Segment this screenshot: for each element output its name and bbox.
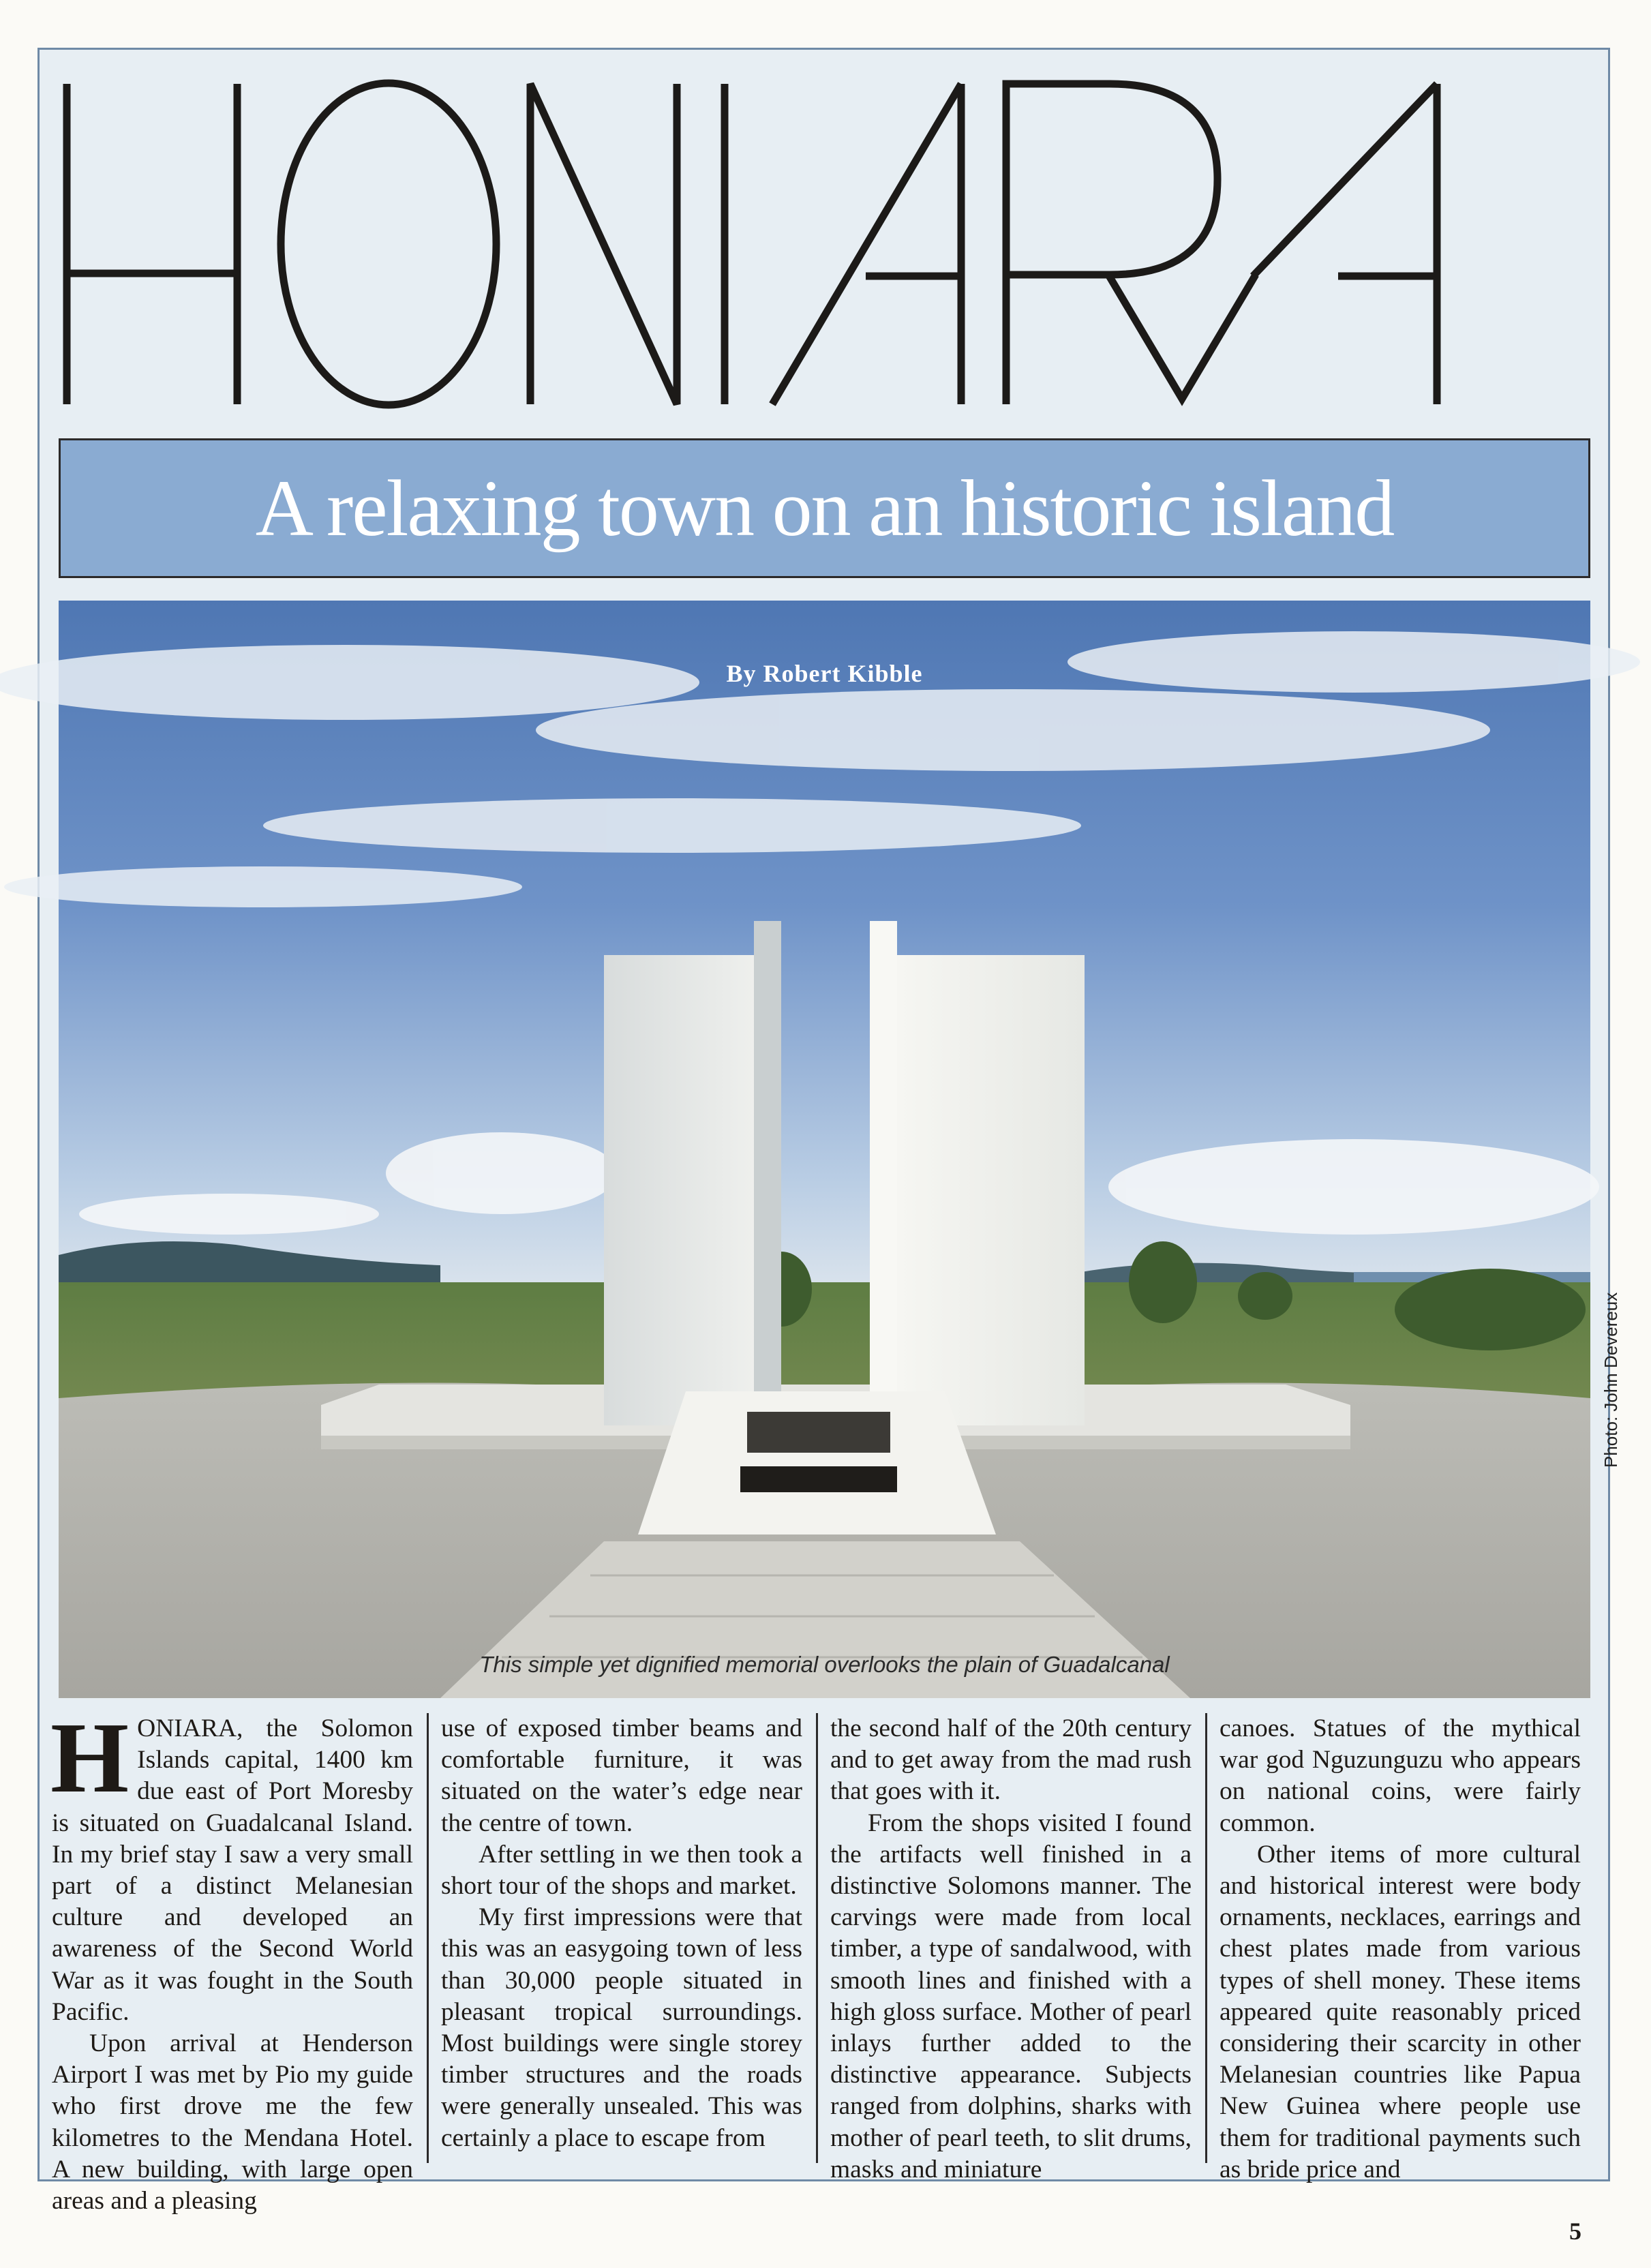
page-number: 5 [1569, 2218, 1581, 2245]
column-rule [427, 1713, 429, 2163]
masthead-lettering [40, 77, 1610, 459]
paragraph: From the shops visited I found the artifacts well finished in a distinctive Solomons manner. The carvings were made from local timber, a type of sandalwood, with smooth lines and finished with a high gloss surface. Mother of pearl inlays further added to the distinctive appearance. Subjects ranged from dolphins, sharks with mother of pearl teeth, to slit drums, masks and miniature [830, 1809, 1192, 2183]
photo-caption: This simple yet dignified memorial overlooks the plain of Guadalcanal [479, 1652, 1170, 1677]
paragraph: My first impressions were that this was an easygoing town of less than 30,000 people situated in pleasant tropical surroundings. Most buildings were single storey timber structures and the roads were generally unsealed. This was certainly a place to escape from [441, 1903, 802, 2152]
subtitle: A relaxing town on an historic island [255, 463, 1394, 553]
paragraph: the second half of the 20th century and to get away from the mad rush that goes with it. [830, 1714, 1192, 1806]
paragraph: Upon arrival at Henderson Airport I was met by Pio my guide who first drove me the few kilometres to the Mendana Hotel. A new building, with large open areas and a pleasing [52, 2029, 413, 2216]
drop-cap: H [50, 1702, 130, 1814]
article-page [37, 48, 1621, 2216]
column-rule [816, 1713, 818, 2163]
memorial-illustration [59, 601, 1590, 1698]
masthead-title [40, 77, 1608, 459]
column-2 [441, 1713, 802, 2163]
byline: By Robert Kibble [726, 660, 923, 687]
paragraph [50, 1702, 413, 2028]
subtitle-banner [59, 438, 1590, 578]
column-rule [1205, 1713, 1207, 2163]
column-3 [830, 1713, 1192, 2183]
memorial-photo [59, 601, 1590, 1698]
column-1 [50, 1702, 413, 2216]
paragraph: Other items of more cultural and historical interest were body ornaments, necklaces, earrings and chest plates made from various types of shell money. These items appeared quite reasonably priced considering their scarcity in other Melanesian countries like Papua New Guinea where people use them for traditional payments such as bride price and [1220, 1840, 1581, 2183]
photo-credit: Photo: John Devereux [1601, 1292, 1621, 1468]
paragraph-text: ONIARA, the Solomon Islands capital, 1400 km due east of Port Moresby is situated on Guadalcanal Island. In my brief stay I saw a very small part of a distinct Melanesian culture and developed an awareness of the Second World War as it was fought in the South Pacific. [52, 1714, 413, 2026]
paragraph: use of exposed timber beams and comfortable furniture, it was situated on the water’s edge near the centre of town. [441, 1714, 802, 1837]
paragraph: canoes. Statues of the mythical war god Nguzunguzu who appears on national coins, were fairly common. [1220, 1714, 1581, 1837]
article-body [50, 1702, 1581, 2216]
column-4 [1220, 1713, 1581, 2183]
paragraph: After settling in we then took a short tour of the shops and market. [441, 1840, 802, 1901]
